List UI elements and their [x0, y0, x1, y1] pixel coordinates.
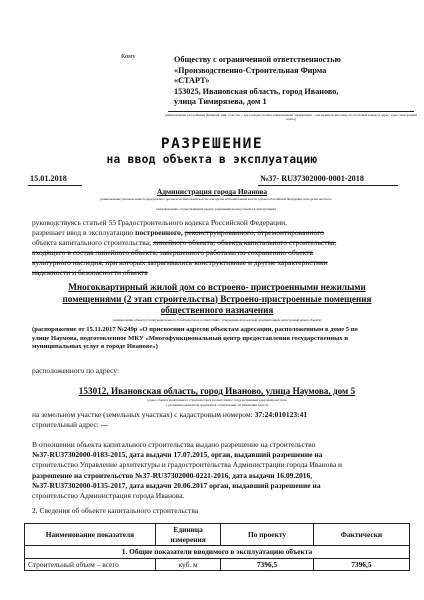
indicators-table [24, 523, 410, 571]
permit-type-struck: реконструированного, отремонтированного [184, 228, 324, 237]
note-line: муниципальных услуг в городе Иванове») [32, 343, 158, 351]
struck-line-3: надежности и безопасности объекта [32, 268, 148, 277]
permits-line: строительство Администрация города Иванова. [32, 491, 185, 501]
table-header: Единица измерения [155, 524, 220, 546]
location-label: расположенного по адресу: [32, 366, 120, 375]
address-caption-1: (адрес объекта капитального строительства в соответствии с государственным адресным реестром [147, 398, 287, 402]
number-underline [258, 185, 398, 186]
date-underline [28, 185, 82, 186]
addressee-block [174, 55, 414, 108]
address-order-note [32, 326, 414, 352]
permits-line: строительство Управление архитектуры и градостроительства Администрации города Иванова и [32, 460, 343, 470]
document-number: №37- RU37302000-0001-2018 [260, 174, 364, 183]
section-heading: 2. Сведения об объекте капитального строительства [32, 506, 199, 515]
table-header: Наименование показателя [25, 524, 156, 546]
addressee-line: «СТАРТ» [174, 76, 210, 85]
authority-caption-2: самоуправления, осуществляющих выдачу разрешения на ввод объекта в эксплуатацию) [155, 207, 277, 211]
struck-line-2: культурного наследия, при которых затрагивались конструктивные и другие характеристики [32, 258, 328, 267]
struck-line-1: входящего в состав линейного объекта; завершенного работами по сохранению объекта [32, 248, 313, 257]
table-section-row [25, 546, 410, 559]
address-caption-2: с указанием реквизитов документов о присвоении, об изменении адреса) [165, 403, 269, 407]
addressee-line: Обществу с ограниченной ответственностью [174, 55, 341, 64]
object-name-line: Многоквартирный жилой дом со встроено- пристроенными нежилыми [68, 282, 366, 292]
permit-type-built: построенного, [135, 228, 183, 237]
table-header: Фактически [313, 524, 409, 546]
object-address: 153012, Ивановская область, город Иваново, улица Наумова, дом 5 [78, 386, 356, 396]
addressee-label: Кому [121, 53, 136, 60]
addressee-caption: (наименование застройщика (фамилия, имя, отчество – для граждан, полное наименование организации – для юридических лиц), его почтовый индекс и адрес, адрес электронной почты) [165, 113, 417, 121]
permit-statement-2 [32, 238, 412, 248]
permit-text: разрешает ввод в эксплуатацию [32, 228, 134, 237]
cadastral-number: 37:24:010123:41 [254, 410, 308, 419]
issuing-authority: Администрация города Иванова [156, 187, 268, 196]
object-type-struck: линейного объекта; объекта капитального строительства, [153, 238, 337, 247]
table-header: По проекту [221, 524, 313, 546]
table-header-row [25, 524, 410, 546]
permits-line: №37-RU37302000-0135-2017, дата выдачи 20.06.2017 орган, выдавший разрешение на [32, 480, 321, 490]
object-name-line: общественного назначения [160, 305, 274, 315]
legal-basis: руководствуясь статьей 55 Градостроительного кодекса Российской Федерации, [32, 218, 288, 227]
addressee-divider [168, 111, 414, 112]
addressee-line: улица Тимирязева, дом 1 [174, 97, 267, 106]
permit-statement [32, 228, 412, 238]
issue-date: 15.01.2018 [30, 174, 67, 183]
addressee-line: «Производственно-Строительная Фирма [174, 65, 327, 75]
table-row [25, 558, 410, 571]
permits-line: В отношении объекта капитального строительства выдано разрешение на строительство [32, 440, 316, 449]
land-plot [32, 410, 412, 420]
table-section-title: 1. Общие показатели вводимого в эксплуатацию объекта [25, 546, 410, 559]
object-name [24, 282, 410, 317]
document-title: РАЗРЕШЕНИЕ [160, 136, 264, 152]
note-line: (распоряжение от 15.11.2017 №249р «О присвоении адресов объектам адресации, расположенным в доме 5 по [32, 326, 358, 333]
addressee-line: 153025, Ивановская область, город Иваново, [174, 86, 339, 96]
table-cell: 7396,5 [221, 558, 313, 571]
authority-caption-1: (наименование уполномоченного федерального органа исполнительной власти, или органа исполнительной власти субъекта Российской Федерации, или органа местного [100, 197, 332, 201]
construction-address: строительный адрес: --- [32, 420, 109, 429]
table-cell: куб. м [155, 558, 220, 571]
permits-paragraph [32, 440, 414, 501]
table-cell: Строительный объем – всего [25, 558, 156, 571]
permits-line: №37-RU37302000-0183-2015, дата выдачи 17.07.2015, орган, выдавший разрешение на [32, 450, 323, 460]
note-line: улице Наумова, подготовленное МКУ «Многофункциональный центр предоставления государственных и [32, 334, 349, 342]
land-text: на земельном участке (земельных участках) с кадастровым номером: [32, 410, 253, 419]
document-subtitle: на ввод объекта в эксплуатацию [106, 153, 318, 166]
object-type: объекта капитального строительства; [32, 238, 152, 247]
object-caption: (наименование объекта (этапа) капитального строительства в соответствии с утвержденной проектной документацией, кадастровый номер объекта) [112, 318, 322, 322]
object-name-line: помещениями (2 этап строительства) Встроено-пристроенные помещения [62, 293, 372, 304]
table-cell: 7396,5 [313, 558, 409, 571]
permits-line: разрешение на строительство №37-RU37302000-0221-2016, дата выдачи 16.09.2016, [32, 470, 313, 480]
